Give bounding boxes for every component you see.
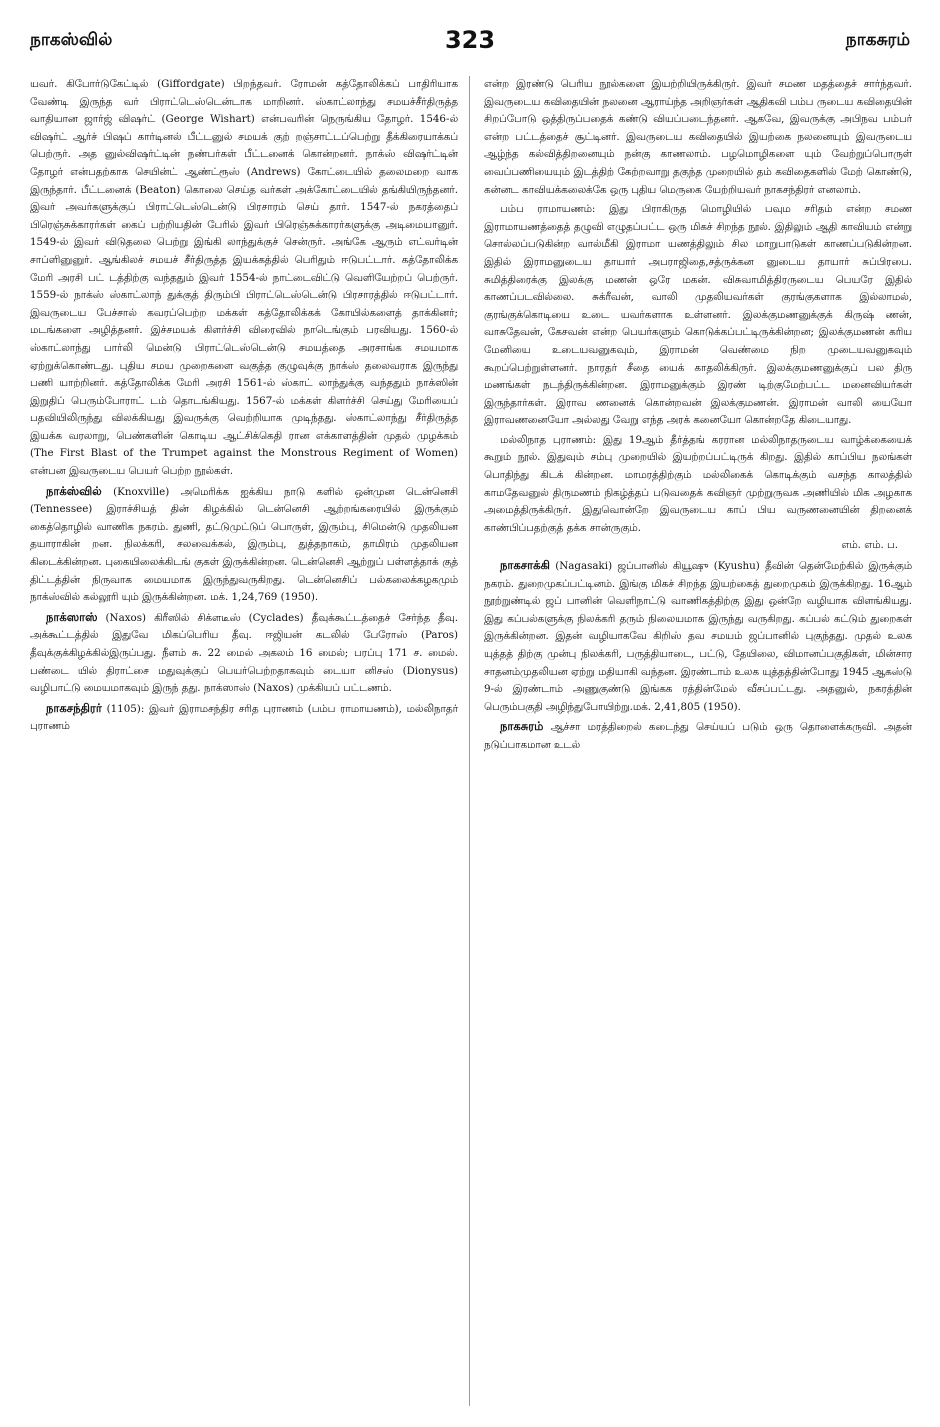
headword-nagachandrar: நாகசந்திரர் — [46, 700, 102, 715]
header-left-guide-word: நாகஸ்வில் — [30, 30, 113, 50]
headword-naxos: நாக்ஸாஸ் — [46, 609, 98, 624]
body-naxos: (Naxos) கிரீஸில் சிக்ளடீஸ் (Cyclades) தீவுக்கூட்டத்தைச் சேர்ந்த தீவு. அக்கூட்டத்தில் இதுவே மிகப்பெரிய தீவு. ஈஜியன் கடலில் பேரோஸ் (Paros) தீவுக்குக்கிழக்கில்இருப்பது. நீளம் சு. 22 மைல் அகலம் 16 மைல்; பரப்பு 171 ச. மைல். பண்டை யில் திராட்சை மதுவுக்குப் பெயர்பெற்றதாகவும் டையா னிசஸ் (Dionysus) வழிபாட்டு மையமாகவும் இருந் தது. நாக்ஸாஸ் (Naxos) முக்கியப் பட்டணம். — [30, 611, 458, 695]
entry-nagasaki — [484, 557, 912, 716]
body-nagasaki: (Nagasaki) ஜப்பானில் கியூஷு (Kyushu) தீவின் தென்மேற்கில் இருக்கும் நகரம். துறைமுகப்பட்டினம். இங்கு மிகச் சிறந்த இயற்கைத் துறைமுகம் இருக்கிறது. 16ஆம் நூற்றுண்டில் ஜப் பானின் வெளிநாட்டு வாணிகத்திற்கு இது ஒன்றே வழியாக விளங்கியது. இது கப்பல்களுக்கு நிலக்கரி தரும் நிலையமாக இருந்து வருகிறது. கப்பல் கட்டும் துறைகள் இருக்கின்றன. இதன் வழியாகவே கிறிஸ் தவ சமயம் ஜப்பானில் புகுந்தது. முதல் உலக யுத்தத் திற்கு முன்பு நிலக்கரி, பருத்தியாடை, பட்டு, தேயிலை, விமானப்பகுதிகள், மின்சார சாதனம்முதலியன ஏற்று மதியாகி வந்தன. இரண்டாம் உலக யுத்தத்தின்போது 1945 ஆகஸ்டு 9-ல் இரண்டாம் அணுகுண்டு இங்கக ரத்தின்மேல் வீசப்பட்டது. அதனுல், நகரத்தின் பெரும்பகுதி அழிந்துபோயிற்று.மக். 2,41,805 (1950). — [484, 560, 912, 713]
nagachandrar-continuation: என்ற இரண்டு பெரிய நூல்களை இயற்றியிருக்கிருர். இவர் சமண மதத்தைச் சார்ந்தவர். இவருடைய கவிதையின் நலனை ஆராய்ந்த அறிஞர்கள் ஆதிகவி பம்ப ருடைய கவிதையின் சிறப்போடு ஒத்திருப்பதைக் கண்டு வியப்படைந்தனர். ஆகவே, இவருக்கு அபிநவ பம்பர் என்ற பட்டத்தைச் சூட்டினர். இவருடைய கவிதையில் இயற்கை நலனையும் இவருடைய ஆழ்ந்த கல்வித்திறனையும் நன்கு காணலாம். பழமொழிகளை யும் வேற்றுப்பொருள் வைப்பணியையும் இடத்திற் கேற்றவாறு தகுந்த முறையில் தம் கவிதைகளில் மேற் கொண்டு, கன்னட காவியக்கலைக்கே ஒரு புதிய மெருகை யேற்றியவர் நாகசந்திரர் எனலாம். — [484, 78, 912, 196]
headword-knoxville: நாக்ஸ்வில் — [46, 483, 102, 498]
entry-nagasuram — [484, 718, 912, 754]
body-nagachandrar: (1105): இவர் இராமசந்திர சரித புராணம் (பம்ப ராமாயணம்), மல்லிநாதர் புராணம் — [30, 702, 458, 733]
knox-entry-continuation: யவர். கிபோர்டுகேட்டில் (Giffordgate) பிறந்தவர். ரோமன் கத்தோலிக்கப் பாதிரியாக வேண்டி இருந்த வர் பிராட்டெஸ்டென்டாக மாறினர். ஸ்காட்லாந்து சமயச்சீர்திருத்த வாதியான ஜார்ஜ் விஷர்ட் (George Wishart) என்பவரின் நெருங்கிய தோழர். 1546-ல் விஷர்ட் ஆர்ச் பிஷப் கார்டினல் பீட்டனுல் சமயக் குற் றஞ்சாட்டப்பெற்று தீக்கிரையாக்கப் பெற்ருர். அத னுல்விஷர்ட்டின் நண்பர்கள் பீட்டனைக் கொன்றனர். நாக்ஸ் விஷர்ட்டின் தோழர் என்பதற்காக செயின்ட் ஆண்ட்ரூஸ் (Andrews) கோட்டையில் தலைமறை வாக இருந்தார். பீட்டனைக் (Beaton) கொலை செய்த வர்கள் அக்கோட்டையில் தங்கியிருந்தனர். இவர் அவர்களுக்குப் பிராட்டெஸ்டென்டு பிரசாரம் செய் தார். 1547-ல் நகரத்தைப் பிரெஞ்சுக்காரர்கள் கைப் பற்றியதின் பேரில் இவர் பிரெஞ்சுக்காரர்களுக்கு அடிமையானுர். 1549-ல் இவர் விடுதலை பெற்று இங்கி லாந்துக்குச் சென்ருர். அங்கே ஆரும் எட்வர்டின் சாப்ளினுனுர். ஆங்கிலச் சமயச் சீர்திருத்த இயக்கத்தில் பெரிதும் ஈடுபட்டார். கத்தோலிக்க மேரி அரசி பட் டத்திற்கு வந்ததும் இவர் 1554-ல் நாட்டைவிட்டு வெளியேற்றப் பெற்ருர். 1559-ல் நாக்ஸ் ஸ்காட்லாந் துக்குத் திரும்பி பிராட்டெஸ்டென்டு பிரசாரத்தில் ஈடுபட்டார். இவருடைய பேச்சால் கவரப்பெற்ற மக்கள் கத்தோலிக்கக் கோயில்களைத் தாக்கினர்; மடங்களை அழித்தனர். இச்சமயக் கிளர்ச்சி விரைவில் நாடெங்கும் பரவியது. 1560-ல் ஸ்காட்லாந்து பார்லி மென்டு பிராட்டெஸ்டென்டு சமயத்தை அரசாங்க சமயமாக ஏற்றுக்கொண்டது. புதிய சமய முறைகளை வகுத்த குழுவுக்கு நாக்ஸ் தலைவராக இருந்து பணி யாற்றினர். கத்தோலிக்க மேரி அரசி 1561-ல் ஸ்காட் லாந்துக்கு வந்ததும் நாக்ஸின் இறுதிப் பெரும்போராட் டம் தொடங்கியது. 1567-ல் மக்கள் கிளர்ச்சி செய்து மேரியைப் பதவியிலிருந்து விலக்கியது இவருக்கு வெற்றியாக முடிந்தது. ஸ்காட்லாந்து சீர்திருத்த இயக்க வரலாறு, பெண்களின் கொடிய ஆட்சிக்கெதி ரான எக்காளத்தின் முதல் முழக்கம் (The First Blast of the Trumpet against the Monstrous Regiment of Women) என்பன இவருடைய பெயர் பெற்ற நூல்கள். — [30, 78, 458, 478]
left-column — [30, 76, 458, 1411]
right-column — [484, 76, 912, 1411]
body-nagasuram: ஆச்சா மரத்திறைல் கடைந்து செய்யப் படும் ஒரு தொளைக்கருவி. அதன் நடுப்பாகமான உடல் — [484, 721, 912, 751]
body-knoxville: (Knoxville) அமெரிக்க ஐக்கிய நாடு களில் ஒன்முன டென்னெசி (Tennessee) இராச்சியத் தின் கிழக்கில் டென்னெசி ஆற்றங்கரையில் இருக்கும் கைத்தொழில் வாணிக நகரம். துணி, தட்டுமுட்டுப் பொருள், இரும்பு, சிமென்டு முதலியன தயாராகின் றன. நிலக்கரி, சலவைக்கல், இரும்பு, துத்தநாகம், தாமிரம் முதலியன கிடைக்கின்றன. புகையிலைக்கிடங் குகள் இருக்கின்றன. டென்னெசி ஆற்றுப் பள்ளத்தாக் குத் திட்டத்தின் நிருவாக மையமாக இருந்துவருகிறது. டென்னெசிப் பல்கலைக்கழகமும் நாக்ஸ்வில் கல்லூரி யும் இருக்கின்றன. மக். 1,24,769 (1950). — [30, 485, 458, 604]
entry-naxos — [30, 609, 458, 698]
entry-nagachandrar — [30, 700, 458, 736]
headword-nagasuram: நாகசுரம் — [500, 719, 544, 734]
headword-nagasaki: நாகசாக்கி — [500, 558, 550, 573]
page-header — [30, 26, 910, 60]
column-divider — [469, 76, 470, 1406]
author-signature: எம். எம். ப. — [841, 539, 898, 552]
entry-knoxville — [30, 483, 458, 607]
header-right-guide-word: நாகசுரம் — [845, 30, 910, 50]
page-number: 323 — [444, 26, 496, 54]
pampa-ramayanam-paragraph: பம்ப ராமாயணம்: இது பிராகிருத மொழியில் பவும சரிதம் என்ற சமண இராமாயணத்தைத் தழுவி எழுதப்பட்ட ஒரு மிகச் சிறந்த நூல். இதிலும் ஆதி காவியம் என்று சொல்லப்படுகின்ற வால்மீகி இராமா யணத்திலும் சில மாறுபாடுகள் காணப்படுகின்றன. இதில் இராமனுடைய தாயார் அபராஜிதை,சத்ருக்கன னுடைய தாயார் சுப்பிரபை. சுமித்திரைக்கு இலக்கு மணன் ஒரே மகன். விசுவாமித்திரருடைய பெயரே இதில் காணப்படவில்லை. சுக்ரீவன், வாலி முதலியவர்கள் குரங்குகளாக இல்லாமல், குரங்குக்கொடியை உடை யவர்களாக உள்ளனர். இலக்குமணனுக்குக் கிருஷ் ணன், வாசுதேவன், கேசவன் என்ற பெயர்களும் கொடுக்கப்பட்டிருக்கின்றன; இலக்குமணன் கரிய மேனியை உடையவனுகவும், இராமன் வெண்மை நிற முடையவனுகவும் கூறப்பெற்றுள்ளனர். நாரதர் சீதை யைக் காதலிக்கிருர். இலக்குமணனுக்குப் பல திரு மணங்கள் நடந்திருக்கின்றன. இராமனுக்கும் இரண் டிற்குமேற்பட்ட மனைவியர்கள் இருந்தார்கள். இராவ ணனைக் கொன்றவன் இலக்குமணன். இராமன் வாலி யையோ இராவணனையோ அல்லது வேறு எந்த அரக் கனையோ கொன்றதே கிடையாது. — [484, 203, 912, 427]
mallinatha-puranam-paragraph: மல்லிநாத புராணம்: இது 19ஆம் தீர்த்தங் கரரான மல்லிநாதருடைய வாழ்க்கையைக் கூறும் நூல். இதுவும் சம்பு முறையில் இயற்றப்பட்டிருக் கிறது. இதில் காப்பிய நலங்கள் பொதிந்து கிடக் கின்றன. மாமரத்திற்கும் மல்லிகைக் கொடிக்கும் வசந்த காலத்தில் காமதேவனுல் திருமணம் நிகழ்த்தப் படுவதைக் கவிஞர் முற்றுருவக அணியில் மிக அழகாக அமைத்திருக்கிருர். இதுவொன்றே இவருடைய காப் பிய வருணனையின் திறனைக் காண்பிப்பதற்குத் தக்க சான்ருகும். — [484, 433, 912, 534]
